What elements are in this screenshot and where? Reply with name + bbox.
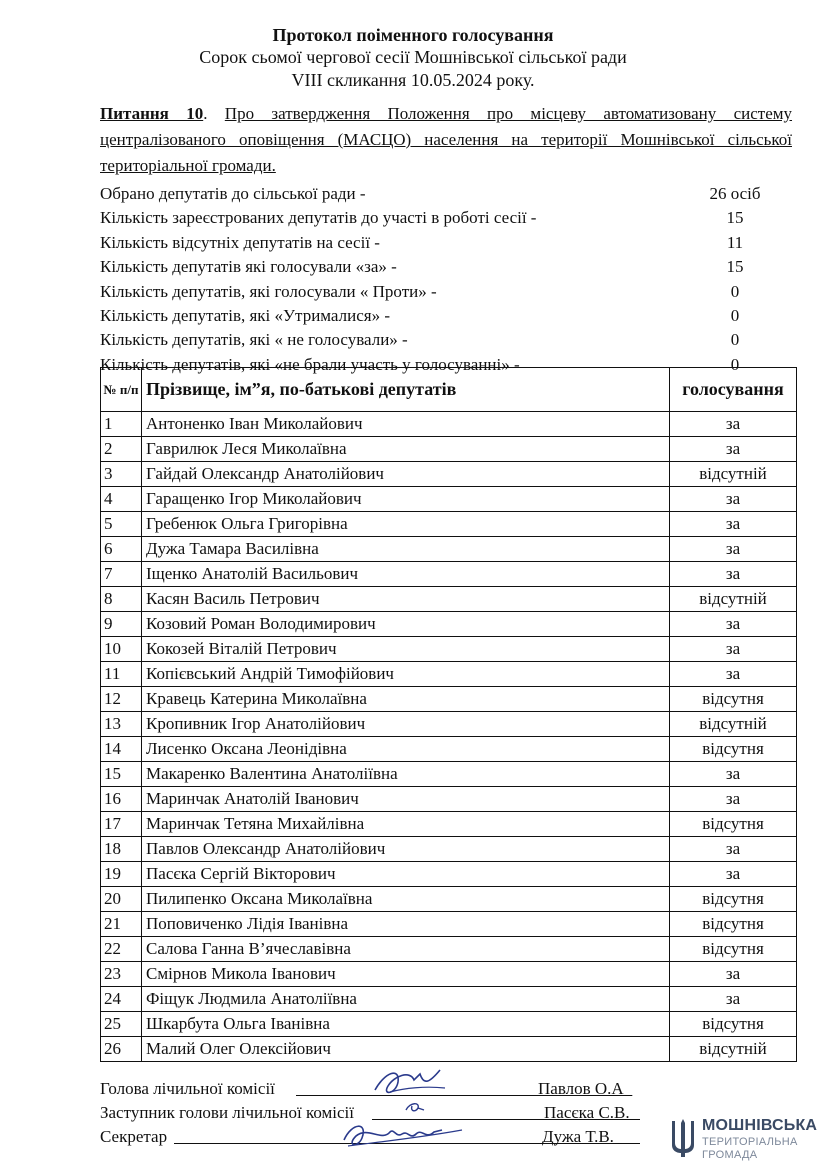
table-row [101, 987, 797, 1012]
vote-result: за [670, 637, 797, 662]
deputy-name: Пилипенко Оксана Миколаївна [142, 887, 670, 912]
vote-result: відсутній [670, 1037, 797, 1062]
vote-result: за [670, 512, 797, 537]
row-number: 9 [101, 612, 142, 637]
vote-result: за [670, 787, 797, 812]
row-number: 19 [101, 862, 142, 887]
deputy-name: Фіщук Людмила Анатоліївна [142, 987, 670, 1012]
deputy-name: Пасєка Сергій Вікторович [142, 862, 670, 887]
deputy-name: Павлов Олександр Анатолійович [142, 837, 670, 862]
vote-result: за [670, 762, 797, 787]
stat-row [100, 183, 800, 207]
signature-deputy [100, 1102, 660, 1126]
session-subtitle: Сорок сьомої чергової сесії Мошнівської сільської ради [199, 47, 627, 67]
table-row [101, 587, 797, 612]
table-row [101, 487, 797, 512]
row-number: 15 [101, 762, 142, 787]
secretary-name: Дужа Т.В._ [542, 1127, 623, 1146]
deputy-label: Заступник голови лічильної комісії [100, 1103, 355, 1122]
row-number: 5 [101, 512, 142, 537]
deputy-name: Антоненко Іван Миколайович [142, 412, 670, 437]
table-row [101, 512, 797, 537]
stat-label: Кількість депутатів, які «Утрималися» - [100, 305, 390, 325]
table-row [101, 412, 797, 437]
signature-secretary [100, 1126, 660, 1150]
deputy-name: Кокозей Віталій Петрович [142, 637, 670, 662]
table-row [101, 637, 797, 662]
table-row [101, 437, 797, 462]
row-number: 8 [101, 587, 142, 612]
vote-result: за [670, 412, 797, 437]
deputy-name: Маринчак Тетяна Михайлівна [142, 812, 670, 837]
deputy-name: Кропивник Ігор Анатолійович [142, 712, 670, 737]
table-row [101, 937, 797, 962]
deputy-name: Салова Ганна В’ячеславівна [142, 937, 670, 962]
vote-result: за [670, 962, 797, 987]
stat-row [100, 256, 800, 280]
table-row [101, 837, 797, 862]
stat-label: Обрано депутатів до сільської ради - [100, 184, 366, 203]
vote-result: відсутній [670, 462, 797, 487]
stat-value: 0 [730, 305, 740, 325]
chair-label: Голова лічильної комісії [100, 1079, 275, 1098]
row-number: 10 [101, 637, 142, 662]
row-number: 24 [101, 987, 142, 1012]
deputy-name: Кравець Катерина Миколаївна [142, 687, 670, 712]
row-number: 26 [101, 1037, 142, 1062]
stat-row [100, 329, 800, 353]
vote-result: за [670, 537, 797, 562]
stat-value: 26 осіб [709, 184, 761, 203]
table-row [101, 662, 797, 687]
stat-label: Кількість депутатів, які голосували « Проти» - [100, 281, 437, 301]
table-row [101, 712, 797, 737]
deputy-name: Шкарбута Ольга Іванівна [142, 1012, 670, 1037]
vote-result: відсутній [670, 587, 797, 612]
vote-result: відсутня [670, 687, 797, 712]
row-number: 16 [101, 787, 142, 812]
vote-table [100, 367, 797, 1062]
row-number: 23 [101, 962, 142, 987]
document-title: Протокол поіменного голосування [272, 25, 554, 45]
stat-value: 11 [726, 232, 744, 252]
header-num: № п/п [101, 368, 142, 412]
deputy-name: Іщенко Анатолій Васильович [142, 562, 670, 587]
deputy-name: Гребенюк Ольга Григорівна [142, 512, 670, 537]
vote-result: за [670, 662, 797, 687]
table-row [101, 612, 797, 637]
row-number: 11 [101, 662, 142, 687]
table-row [101, 912, 797, 937]
stat-label: Кількість відсутніх депутатів на сесії - [100, 232, 380, 252]
deputy-name: Смірнов Микола Іванович [142, 962, 670, 987]
signature-chair [100, 1078, 660, 1102]
vote-result: за [670, 837, 797, 862]
deputy-name: Гайдай Олександр Анатолійович [142, 462, 670, 487]
deputy-name: Гаращенко Ігор Миколайович [142, 487, 670, 512]
stat-label: Кількість депутатів, які «не брали участь у голосуванні» - [100, 354, 520, 374]
row-number: 6 [101, 537, 142, 562]
vote-result: відсутня [670, 812, 797, 837]
row-number: 18 [101, 837, 142, 862]
question-text: Про затвердження Положення про місцеву автоматизовану систему централізованого оповіщення (МАСЦО) населення на території Мошнівської сільської територіальної громади. [100, 104, 793, 175]
table-row [101, 762, 797, 787]
stat-value: 0 [730, 330, 740, 350]
row-number: 22 [101, 937, 142, 962]
vote-result: відсутній [670, 712, 797, 737]
stat-label: Кількість зареєстрованих депутатів до участі в роботі сесії - [100, 208, 537, 228]
row-number: 7 [101, 562, 142, 587]
deputy-name: Касян Василь Петрович [142, 587, 670, 612]
vote-statistics [100, 183, 800, 378]
vote-result: відсутня [670, 737, 797, 762]
vote-result: за [670, 862, 797, 887]
deputy-name: Поповиченко Лідія Іванівна [142, 912, 670, 937]
table-row [101, 787, 797, 812]
stat-row [100, 281, 800, 305]
vote-result: за [670, 987, 797, 1012]
table-row [101, 687, 797, 712]
question-block [100, 101, 792, 179]
row-number: 4 [101, 487, 142, 512]
table-row [101, 812, 797, 837]
header-vote: голосування [670, 368, 797, 412]
deputy-name: Макаренко Валентина Анатоліївна [142, 762, 670, 787]
deputy-name: Гаврилюк Леся Миколаївна [142, 437, 670, 462]
stat-value: 0 [730, 281, 740, 301]
table-row [101, 1037, 797, 1062]
table-row [101, 462, 797, 487]
stat-value: 15 [726, 257, 744, 277]
trident-icon [668, 1117, 698, 1161]
row-number: 13 [101, 712, 142, 737]
chair-name: Павлов О.А_ [538, 1079, 633, 1098]
table-row [101, 962, 797, 987]
vote-result: за [670, 612, 797, 637]
table-row [101, 862, 797, 887]
stat-row [100, 207, 800, 231]
logo-line-1: МОШНІВСЬКА [702, 1117, 818, 1134]
question-label: Питання 10 [100, 104, 204, 123]
stat-row [100, 305, 800, 329]
table-row [101, 737, 797, 762]
vote-result: відсутня [670, 1012, 797, 1037]
stat-label: Кількість депутатів які голосували «за» - [100, 257, 397, 277]
vote-result: за [670, 487, 797, 512]
row-number: 3 [101, 462, 142, 487]
row-number: 21 [101, 912, 142, 937]
deputy-name: Копієвський Андрій Тимофійович [142, 662, 670, 687]
table-row [101, 562, 797, 587]
row-number: 2 [101, 437, 142, 462]
stat-label: Кількість депутатів, які « не голосували» - [100, 330, 408, 350]
deputy-name: Маринчак Анатолій Іванович [142, 787, 670, 812]
stat-value: 15 [726, 208, 744, 228]
deputy-name: Пасєка С.В._ [544, 1103, 639, 1122]
vote-result: відсутня [670, 887, 797, 912]
table-row [101, 1012, 797, 1037]
row-number: 20 [101, 887, 142, 912]
deputy-name: Лисенко Оксана Леонідівна [142, 737, 670, 762]
stat-value: 0 [730, 354, 740, 374]
community-logo [668, 1115, 818, 1163]
row-number: 1 [101, 412, 142, 437]
vote-result: відсутня [670, 912, 797, 937]
header-name: Прізвище, ім”я, по-батькові депутатів [142, 368, 670, 412]
vote-result: відсутня [670, 937, 797, 962]
secretary-label: Секретар [100, 1127, 168, 1146]
row-number: 14 [101, 737, 142, 762]
logo-line-2: ТЕРИТОРІАЛЬНА [702, 1136, 798, 1148]
row-number: 17 [101, 812, 142, 837]
table-row [101, 887, 797, 912]
table-row [101, 537, 797, 562]
stat-row [100, 232, 800, 256]
vote-table-header [101, 368, 797, 412]
question-label-dot: . [203, 104, 225, 123]
convocation-date: VIII скликання 10.05.2024 року. [291, 70, 535, 90]
vote-result: за [670, 437, 797, 462]
deputy-name: Малий Олег Олексійович [142, 1037, 670, 1062]
deputy-name: Козовий Роман Володимирович [142, 612, 670, 637]
row-number: 12 [101, 687, 142, 712]
vote-result: за [670, 562, 797, 587]
deputy-name: Дужа Тамара Василівна [142, 537, 670, 562]
logo-line-3: ГРОМАДА [702, 1149, 758, 1161]
row-number: 25 [101, 1012, 142, 1037]
